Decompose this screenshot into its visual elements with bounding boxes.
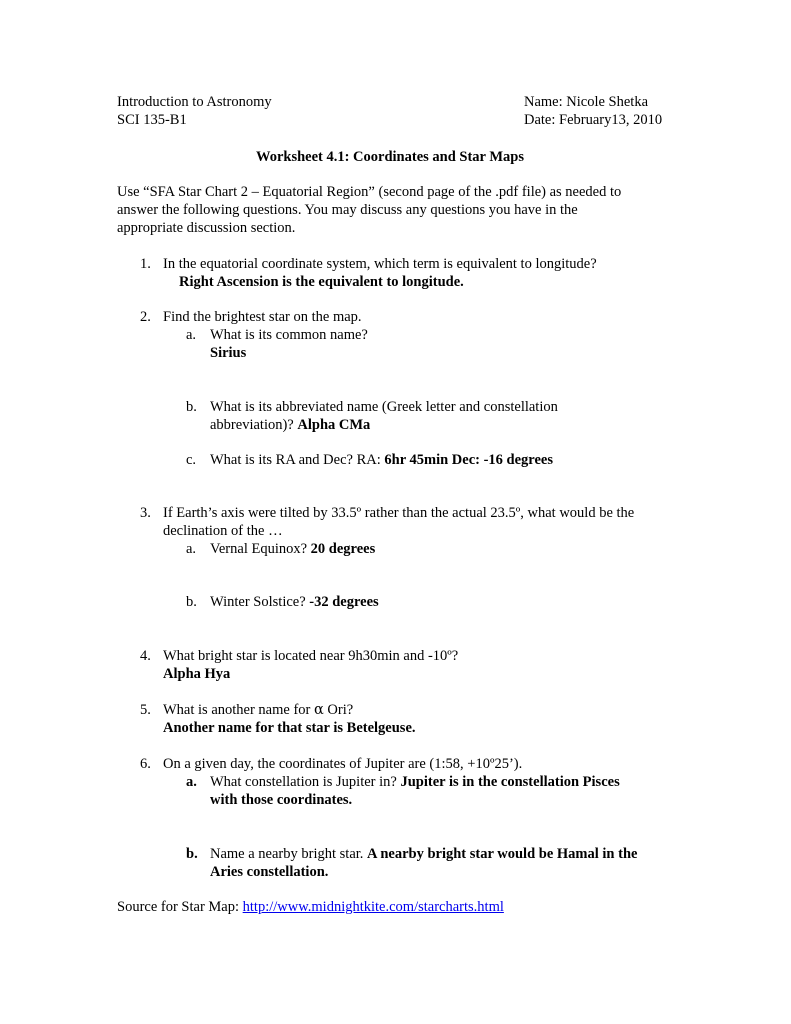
q5-question-post: Ori? (323, 702, 354, 718)
q6b-answer-line-2: Aries constellation. (210, 864, 329, 880)
q1-answer: Right Ascension is the equivalent to longitude. (179, 274, 464, 290)
q3a-answer: 20 degrees (310, 541, 376, 557)
q2c-answer: 6hr 45min Dec: -16 degrees (384, 452, 553, 468)
q2b-label: b. (186, 399, 197, 415)
q2-number: 2. (140, 309, 151, 325)
q1-number: 1. (140, 256, 151, 272)
q6a-answer-line-1: Jupiter is in the constellation Pisces (400, 774, 620, 790)
course-section: SCI 135-B1 (117, 112, 187, 128)
q2b-question-line-2 (210, 416, 370, 434)
q4-question: What bright star is located near 9h30min and -10º? (163, 648, 459, 664)
q2b-question-line-1: What is its abbreviated name (Greek letter and constellation (210, 399, 558, 415)
q3b-answer: -32 degrees (309, 594, 379, 610)
q4-number: 4. (140, 648, 151, 664)
q2b-answer: Alpha CMa (297, 417, 371, 433)
q3b-line (210, 593, 379, 611)
q5-answer: Another name for that star is Betelgeuse. (163, 720, 416, 736)
q6b-answer-line-1: A nearby bright star would be Hamal in the (367, 846, 638, 862)
q1-question: In the equatorial coordinate system, which term is equivalent to longitude? (163, 256, 597, 272)
source-link[interactable]: http://www.midnightkite.com/starcharts.html (242, 899, 504, 915)
q2a-question: What is its common name? (210, 327, 368, 343)
course-title: Introduction to Astronomy (117, 94, 272, 110)
student-name: Name: Nicole Shetka (524, 94, 649, 110)
q6-number: 6. (140, 756, 151, 772)
q6a-line-1 (210, 773, 620, 791)
q6a-question: What constellation is Jupiter in? (210, 774, 401, 790)
q3b-question: Winter Solstice? (210, 594, 310, 610)
q6b-question: Name a nearby bright star. (210, 846, 368, 862)
q5-question (163, 701, 353, 719)
submission-date: Date: February13, 2010 (524, 112, 663, 128)
q5-number: 5. (140, 702, 151, 718)
q5-question-pre: What is another name for (163, 702, 314, 718)
worksheet-title: Worksheet 4.1: Coordinates and Star Maps (256, 149, 524, 165)
q2c-label: c. (186, 452, 197, 468)
q3-question-line-2: declination of the … (163, 523, 283, 539)
alpha-symbol: α (313, 702, 324, 718)
intro-line-2: answer the following questions. You may discuss any questions you have in the (117, 202, 578, 218)
q2c-line (210, 451, 553, 469)
q3a-question: Vernal Equinox? (210, 541, 311, 557)
q6a-label: a. (186, 774, 197, 790)
q6-question: On a given day, the coordinates of Jupiter are (1:58, +10º25’). (163, 756, 523, 772)
q4-answer: Alpha Hya (163, 666, 231, 682)
source-label: Source for Star Map: (117, 899, 243, 915)
q2-question: Find the brightest star on the map. (163, 309, 362, 325)
q2a-answer: Sirius (210, 345, 247, 361)
intro-line-3: appropriate discussion section. (117, 220, 296, 236)
q2c-question: What is its RA and Dec? RA: (210, 452, 385, 468)
q6a-answer-line-2: with those coordinates. (210, 792, 353, 808)
source-line (117, 898, 504, 916)
q6b-label: b. (186, 846, 198, 862)
q3-question-line-1: If Earth’s axis were tilted by 33.5º rather than the actual 23.5º, what would be the (163, 505, 635, 521)
intro-line-1: Use “SFA Star Chart 2 – Equatorial Region” (second page of the .pdf file) as needed to (117, 184, 622, 200)
q6b-line-1 (210, 845, 637, 863)
q3a-line (210, 540, 375, 558)
q3a-label: a. (186, 541, 197, 557)
q3-number: 3. (140, 505, 151, 521)
q3b-label: b. (186, 594, 197, 610)
q2b-question-text: abbreviation)? (210, 417, 298, 433)
q2a-label: a. (186, 327, 197, 343)
